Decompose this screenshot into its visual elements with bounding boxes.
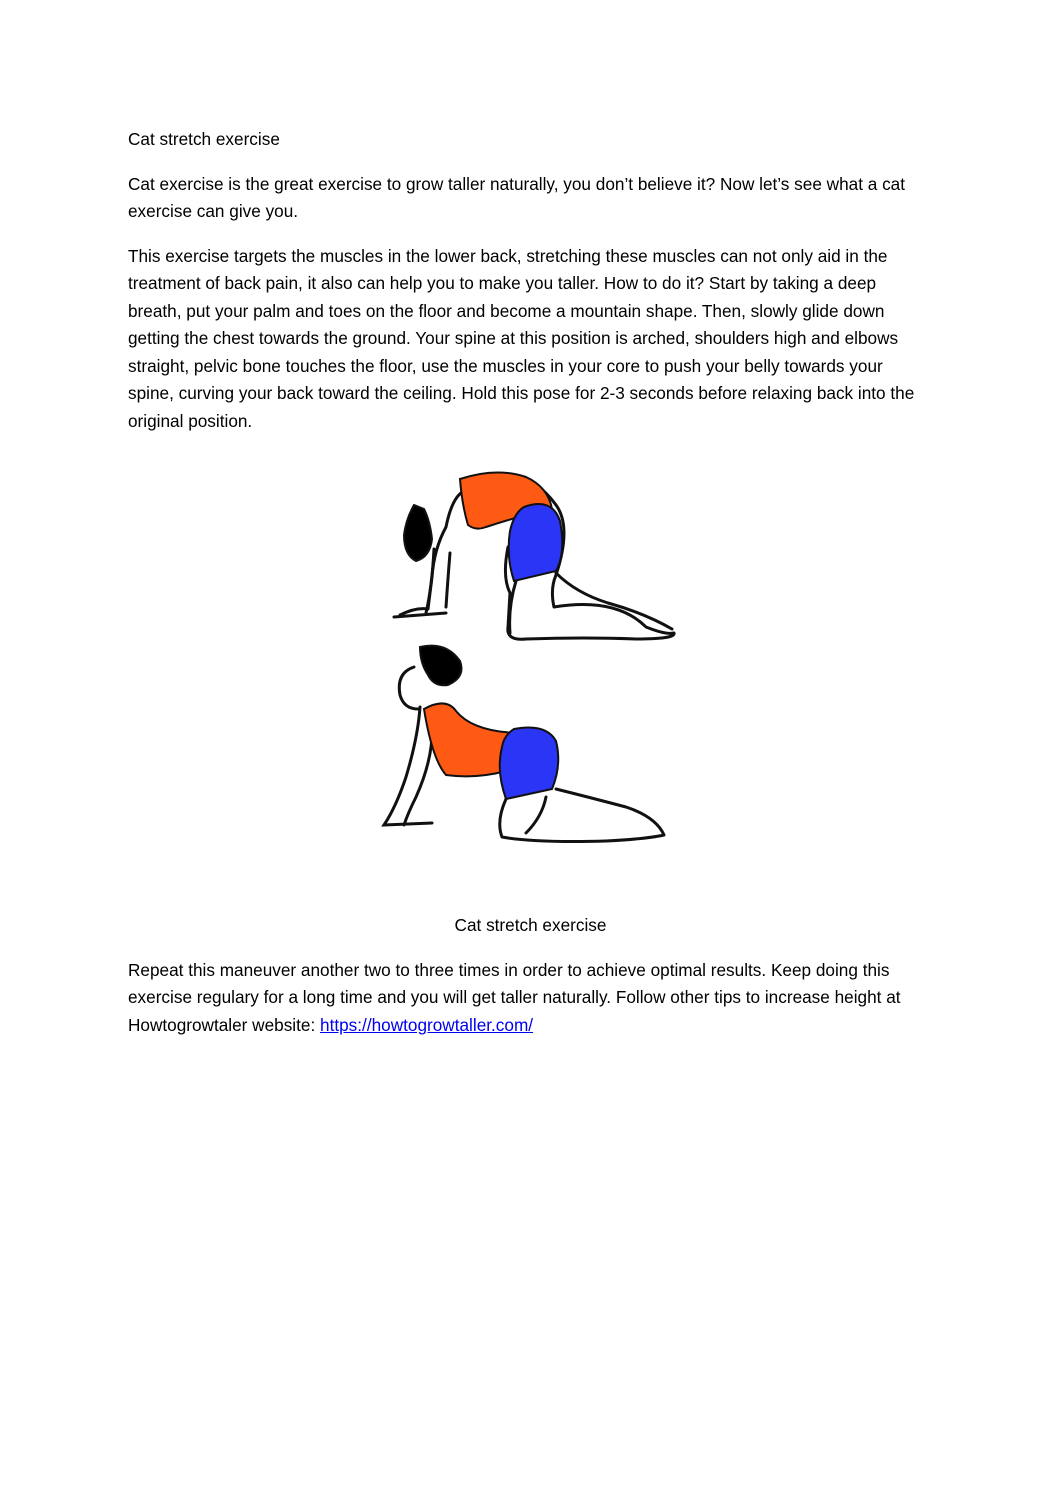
cow-pose-figure-icon xyxy=(384,646,664,842)
cat-pose-figure-icon xyxy=(394,472,674,639)
intro-paragraph: Cat exercise is the great exercise to grow taller naturally, you don’t believe it? Now let’s see what a cat exercise can give you. xyxy=(128,173,906,221)
exercise-illustration xyxy=(376,457,686,867)
document-content xyxy=(128,126,933,1056)
closing-paragraph-text: Repeat this maneuver another two to three times in order to achieve optimal results. Keep doing this exercise regulary for a long time and you will get taller naturally. Follow other tips to increase height at Howtogrowtaler website: xyxy=(128,959,901,1035)
document-title: Cat stretch exercise xyxy=(128,129,280,149)
exercise-figure xyxy=(128,457,933,912)
instructions-paragraph: This exercise targets the muscles in the lower back, stretching these muscles can not only aid in the treatment of back pain, it also can help you to make you taller. How to do it? Start by taking a deep breath, put your palm and toes on the floor and become a mountain shape. Then, slowly glide down getting the chest towards the ground. Your spine at this position is arched, shoulders high and elbows straight, pelvic bone touches the floor, use the muscles in your core to push your belly towards your spine, curving your back toward the ceiling. Hold this pose for 2-3 seconds before relaxing back into the original position. xyxy=(128,245,915,431)
website-link[interactable]: https://howtogrowtaller.com/ xyxy=(320,1014,534,1035)
figure-caption: Cat stretch exercise xyxy=(454,915,607,935)
closing-paragraph xyxy=(128,957,933,1040)
